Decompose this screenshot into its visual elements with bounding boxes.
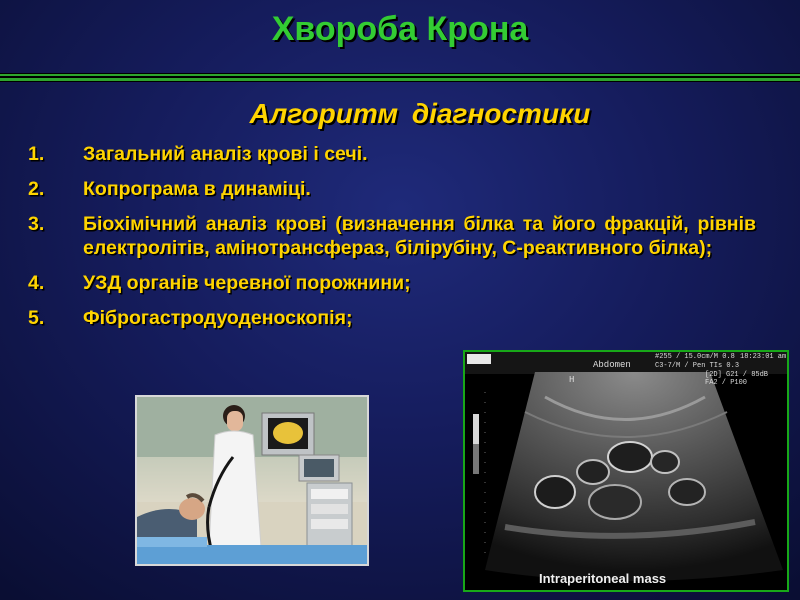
slide-title: Хвороба Крона bbox=[271, 10, 529, 48]
ultrasound-image bbox=[463, 350, 789, 592]
item-number: 3. bbox=[28, 213, 45, 235]
list-item bbox=[28, 177, 756, 201]
item-text: Біохімічний аналіз крові (визначення білка та його фракцій, рівнів електролітів, амінотрансфераз, білірубіну, С-реактивного білка); bbox=[83, 213, 756, 259]
ultrasound-organ-label: Abdomen bbox=[593, 360, 631, 370]
item-text: Копрограма в динаміці. bbox=[83, 178, 311, 200]
endoscopy-photo bbox=[135, 395, 369, 566]
list-item bbox=[28, 306, 756, 330]
ultrasound-marker: H bbox=[569, 375, 575, 385]
item-text: Фіброгастродуоденоскопія; bbox=[83, 307, 353, 329]
diagnostic-list bbox=[28, 142, 756, 341]
item-number: 4. bbox=[28, 272, 45, 294]
item-number: 5. bbox=[28, 307, 45, 329]
list-item bbox=[28, 212, 756, 260]
item-text: УЗД органів черевної порожнини; bbox=[83, 272, 411, 294]
endoscopy-scene-illustration bbox=[137, 397, 367, 564]
item-number: 1. bbox=[28, 143, 45, 165]
ultrasound-readout: C3-7/M / Pen TIs 0.3 bbox=[655, 362, 740, 370]
item-text: Загальний аналіз крові і сечі. bbox=[83, 143, 368, 165]
list-item bbox=[28, 271, 756, 295]
slide-subtitle: Алгоритм діагностики bbox=[249, 98, 591, 129]
ultrasound-caption: Intraperitoneal mass bbox=[539, 571, 667, 586]
ultrasound-readout: FA2 / P100 bbox=[705, 379, 748, 387]
ultrasound-scan-illustration bbox=[465, 352, 787, 590]
list-item bbox=[28, 142, 756, 166]
ultrasound-readout: [2D] G21 / 85dB bbox=[705, 371, 769, 379]
title-divider bbox=[0, 73, 800, 82]
ultrasound-readout: #255 / 15.0cm/M 0.8 bbox=[655, 353, 735, 361]
item-number: 2. bbox=[28, 178, 45, 200]
ultrasound-time: 18:23:01 am bbox=[740, 353, 787, 361]
